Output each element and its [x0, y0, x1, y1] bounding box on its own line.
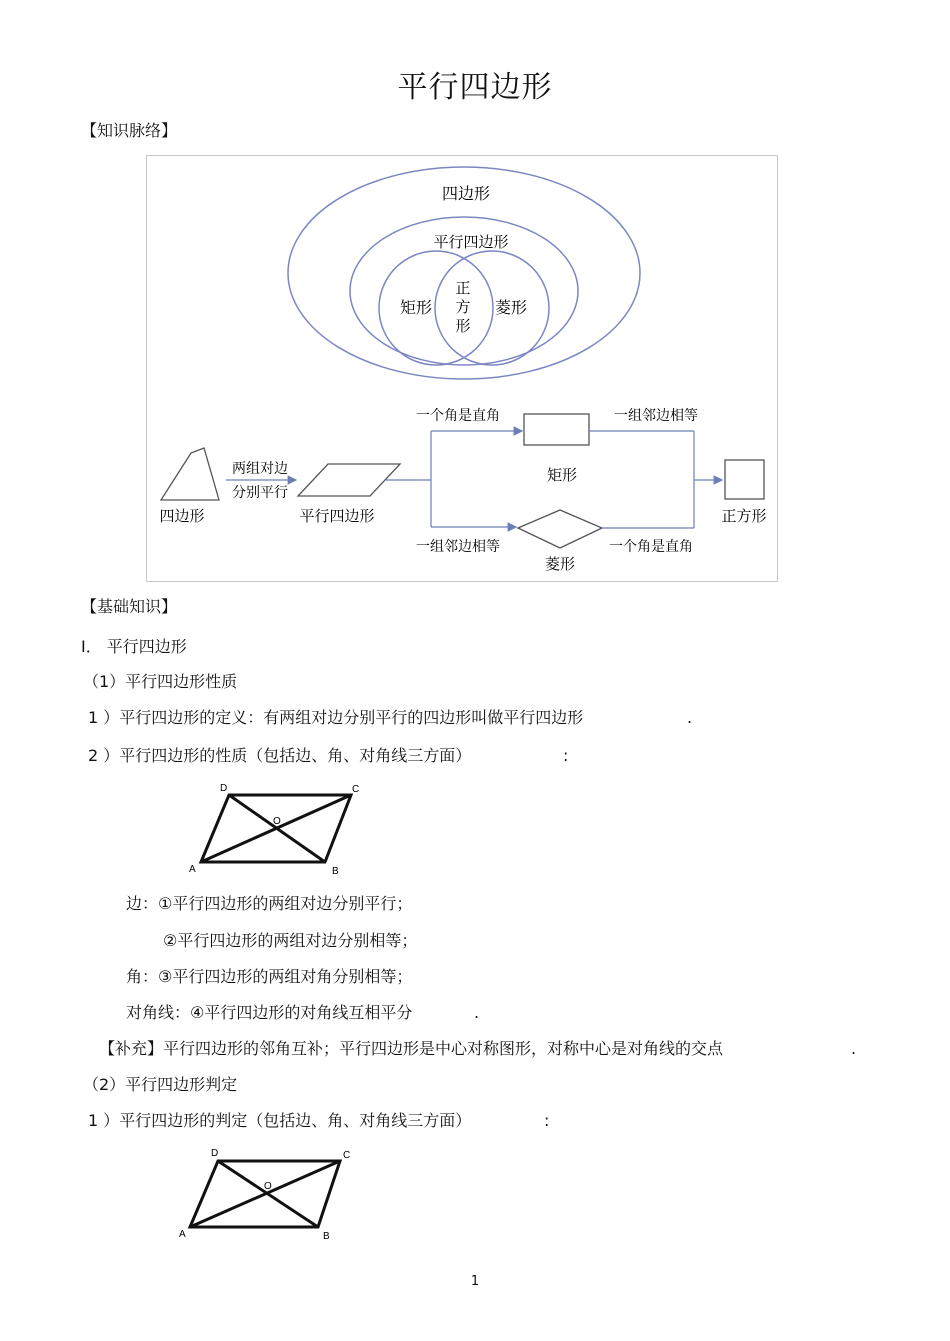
page-number: 1: [470, 1274, 480, 1289]
criteria-text: 1 ）平行四边形的判定（包括边、角、对角线三方面）: [88, 1111, 472, 1130]
rhombus-shape: [518, 510, 602, 548]
page-title: 平行四边形: [397, 70, 553, 105]
criteria-colon: :: [544, 1111, 550, 1130]
flow-condition-line2: 分别平行: [232, 485, 288, 501]
supplement-text: 【补充】平行四边形的邻角互补；平行四边形是中心对称图形，对称中心是对角线的交点: [99, 1039, 724, 1058]
flow-bottom-in-label: 一组邻边相等: [416, 539, 500, 555]
properties-colon: :: [563, 746, 569, 765]
fig2-label-o: O: [264, 1181, 272, 1192]
quadrilateral-shape: [161, 448, 219, 500]
fig1-label-d: D: [220, 783, 228, 794]
venn-square-char-2: 方: [455, 298, 471, 316]
flow-bottom-out-label: 一个角是直角: [609, 539, 693, 555]
definition-period: .: [687, 708, 693, 727]
knowledge-diagram: [146, 155, 779, 583]
parallelogram-shape: [298, 464, 400, 496]
fig2-label-a: A: [179, 1229, 186, 1240]
square-shape: [725, 460, 764, 499]
parallelogram-figure-1: [185, 778, 365, 878]
section-knowledge-map: 【知识脉络】: [81, 121, 178, 140]
fig1-label-a: A: [189, 864, 196, 875]
rectangle-shape: [524, 414, 589, 445]
rectangle-circle: [379, 251, 493, 365]
heading-criteria: （2）平行四边形判定: [83, 1075, 238, 1094]
venn-parallelogram-label: 平行四边形: [433, 233, 509, 251]
flow-top-in-label: 一个角是直角: [416, 408, 500, 424]
fig2-label-d: D: [211, 1148, 219, 1159]
fig2-label-b: B: [323, 1231, 330, 1242]
flow-top-out-label: 一组邻边相等: [614, 408, 698, 424]
supplement-period: .: [851, 1039, 857, 1058]
venn-rhombus-label: 菱形: [494, 298, 528, 317]
diagram-frame: [147, 156, 778, 582]
fig1-label-o: O: [273, 816, 281, 827]
flow-square-label: 正方形: [721, 507, 767, 525]
flow-rhombus-label: 菱形: [544, 555, 576, 573]
diagonal-property: 对角线：④平行四边形的对角线互相平分: [126, 1003, 413, 1022]
section-basic-knowledge: 【基础知识】: [81, 597, 178, 616]
venn-square-char-3: 形: [455, 317, 471, 335]
heading-parallelogram: Ⅰ． 平行四边形: [81, 637, 187, 656]
parallelogram-figure-2: [172, 1143, 357, 1245]
flow-condition-line1: 两组对边: [232, 461, 288, 477]
venn-quadrilateral-label: 四边形: [441, 184, 491, 203]
diagonal-period: .: [474, 1003, 480, 1022]
rhombus-circle: [435, 251, 549, 365]
fig1-diagonal-bd: [229, 795, 325, 862]
venn-square-char-1: 正: [455, 279, 471, 297]
fig2-diagonal-bd: [218, 1161, 318, 1227]
definition-text: 1 ）平行四边形的定义：有两组对边分别平行的四边形叫做平行四边形: [88, 708, 584, 727]
venn-rectangle-label: 矩形: [399, 298, 433, 317]
flow-quadrilateral-label: 四边形: [159, 507, 205, 525]
side-property-1: 边：①平行四边形的两组对边分别平行；: [126, 894, 413, 913]
flow-parallelogram-label: 平行四边形: [299, 507, 375, 525]
fig1-label-c: C: [352, 784, 360, 795]
fig2-label-c: C: [343, 1150, 351, 1161]
side-property-2: ②平行四边形的两组对边分别相等；: [163, 931, 418, 950]
fig1-label-b: B: [332, 866, 339, 877]
properties-text: 2 ）平行四边形的性质（包括边、角、对角线三方面）: [88, 746, 472, 765]
heading-properties: （1）平行四边形性质: [83, 672, 238, 691]
flow-rectangle-label: 矩形: [546, 466, 578, 484]
angle-property: 角：③平行四边形的两组对角分别相等；: [126, 967, 413, 986]
